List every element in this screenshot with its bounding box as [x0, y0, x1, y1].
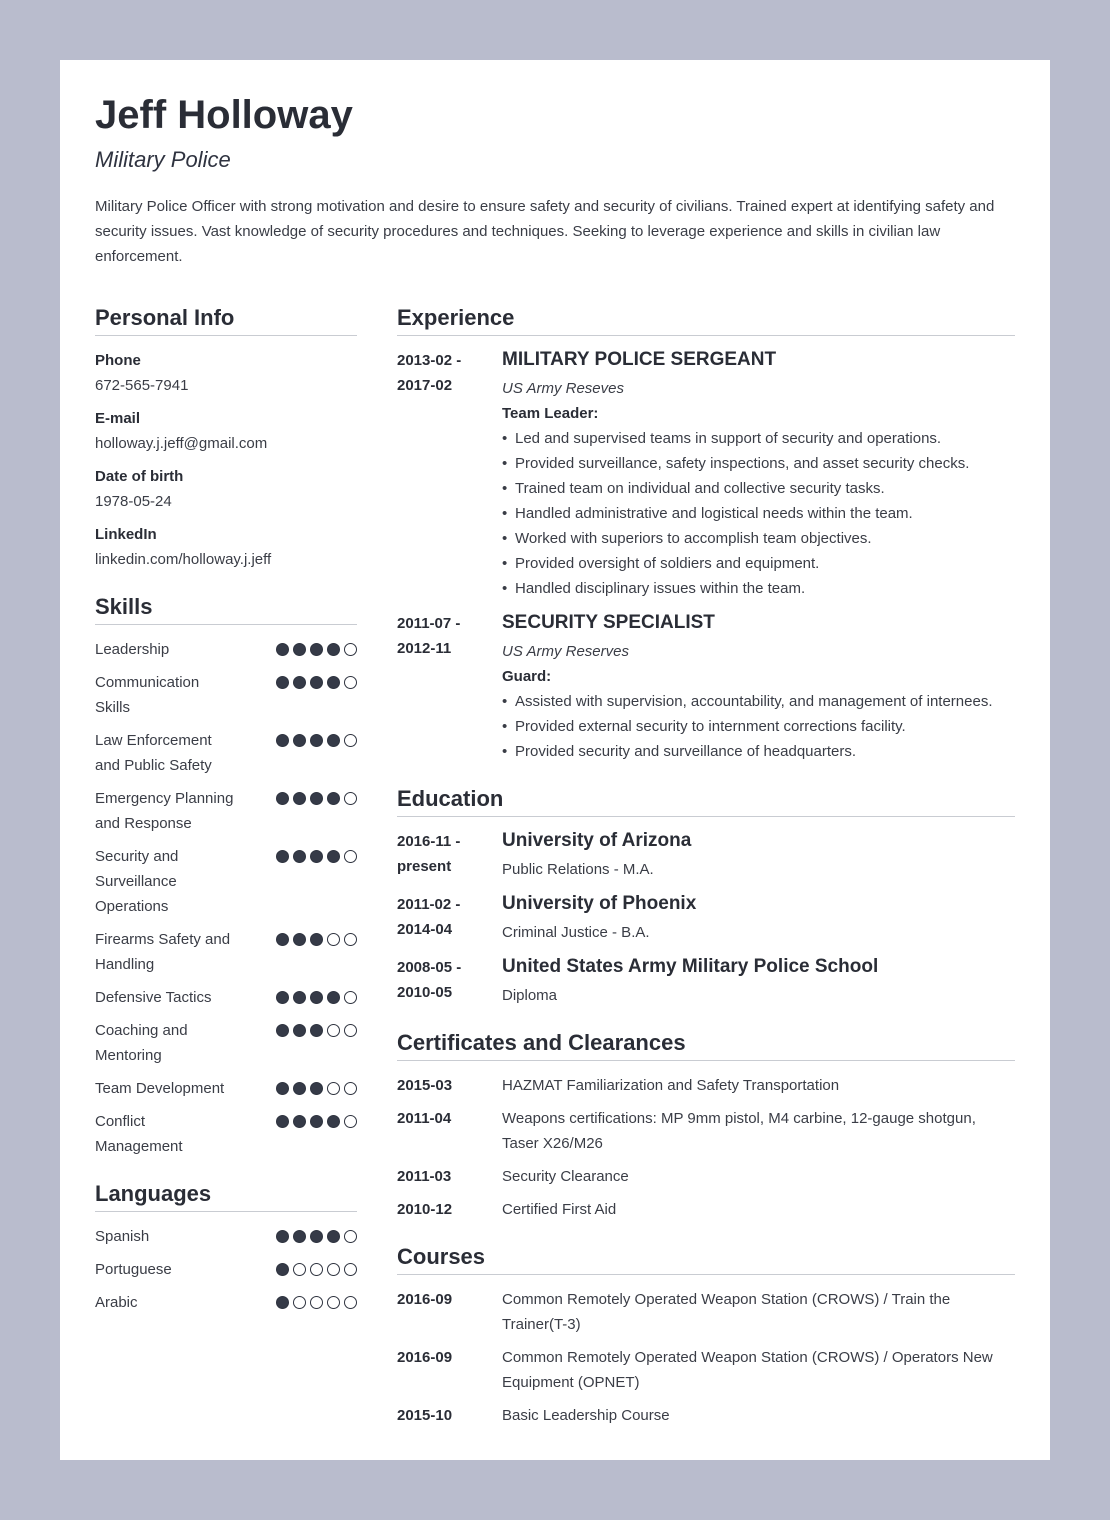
candidate-name: Jeff Holloway: [95, 93, 353, 137]
info-value: holloway.j.jeff@gmail.com: [95, 435, 268, 452]
rating-dot-empty: [293, 1296, 306, 1309]
experience-entry: [397, 348, 1015, 601]
date-end: present: [397, 858, 452, 875]
degree: Public Relations - M.A.: [502, 861, 654, 878]
education-body: [502, 955, 1015, 1008]
course-row: [397, 1345, 1015, 1395]
rating-dots: [276, 1224, 357, 1243]
skill-name: Leadership: [95, 641, 170, 658]
info-value: 672-565-7941: [95, 377, 189, 394]
skill-row: [95, 1018, 357, 1068]
duty-item: • Provided oversight of soldiers and equipment.: [502, 551, 1015, 576]
degree: Criminal Justice - B.A.: [502, 924, 650, 941]
education-entry: [397, 955, 1015, 1008]
skill-name: Conflict Management: [95, 1113, 183, 1155]
skill-name: Emergency Planning and Response: [95, 790, 234, 832]
certificate-row-text: Weapons certifications: MP 9mm pistol, M4 carbine, 12-gauge shotgun, Taser X26/M26: [502, 1110, 976, 1152]
experience-body: [502, 611, 1015, 764]
course-row: [397, 1287, 1015, 1337]
rating-dot-filled: [293, 792, 306, 805]
rating-dot-filled: [327, 991, 340, 1004]
certificate-row-date: 2010-12: [397, 1201, 453, 1218]
rating-dot-filled: [327, 643, 340, 656]
skill-row: [95, 786, 357, 836]
rating-dot-filled: [276, 1024, 289, 1037]
rating-dot-filled: [293, 933, 306, 946]
course-row-text: Basic Leadership Course: [502, 1407, 670, 1424]
rating-dot-filled: [310, 676, 323, 689]
info-value: 1978-05-24: [95, 493, 172, 510]
duty-item: • Provided security and surveillance of headquarters.: [502, 739, 1015, 764]
certificates-heading: Certificates and Clearances: [397, 1028, 1015, 1061]
skill-name: Firearms Safety and Handling: [95, 931, 231, 973]
skill-row: [95, 637, 357, 662]
rating-dots: [276, 670, 357, 689]
rating-dot-filled: [327, 734, 340, 747]
skill-row: [95, 985, 357, 1010]
certificates-list: [397, 1073, 1015, 1222]
skill-row: [95, 670, 357, 720]
rating-dot-filled: [276, 1230, 289, 1243]
rating-dot-empty: [344, 1115, 357, 1128]
experience-list: [397, 348, 1015, 764]
rating-dots: [276, 1076, 357, 1095]
course-row-date: 2015-10: [397, 1407, 453, 1424]
rating-dot-filled: [310, 1115, 323, 1128]
language-name: Spanish: [95, 1228, 150, 1245]
position-title: MILITARY POLICE SERGEANT: [502, 349, 777, 370]
language-name: Arabic: [95, 1294, 138, 1311]
course-row-text: Common Remotely Operated Weapon Station (CROWS) / Train the Trainer(T-3): [502, 1291, 951, 1333]
rating-dots: [276, 786, 357, 805]
degree: Diploma: [502, 987, 558, 1004]
rating-dot-filled: [293, 1024, 306, 1037]
role-label: Team Leader:: [502, 405, 599, 422]
duty-item: • Trained team on individual and collective security tasks.: [502, 476, 1015, 501]
rating-dot-filled: [310, 734, 323, 747]
rating-dots: [276, 1290, 357, 1309]
duty-item: • Led and supervised teams in support of security and operations.: [502, 426, 1015, 451]
rating-dot-filled: [327, 676, 340, 689]
duty-item: • Handled disciplinary issues within the team.: [502, 576, 1015, 601]
course-row-date: 2016-09: [397, 1349, 453, 1366]
rating-dot-filled: [293, 850, 306, 863]
date-end: 2017-02: [397, 377, 453, 394]
language-name: Portuguese: [95, 1261, 172, 1278]
rating-dots: [276, 637, 357, 656]
info-label: Phone: [95, 352, 141, 369]
rating-dot-empty: [344, 734, 357, 747]
language-row: [95, 1257, 357, 1282]
skill-row: [95, 728, 357, 778]
certificate-row-text: HAZMAT Familiarization and Safety Transportation: [502, 1077, 840, 1094]
skill-row: [95, 1076, 357, 1101]
job-title: Military Police: [95, 147, 231, 172]
rating-dot-empty: [344, 676, 357, 689]
education-dates: [397, 829, 502, 882]
rating-dot-empty: [310, 1296, 323, 1309]
date-end: 2014-04: [397, 921, 453, 938]
employer: US Army Reseves: [502, 380, 624, 397]
rating-dots: [276, 927, 357, 946]
personal-info-list: [95, 348, 357, 572]
certificate-row-date: 2011-03: [397, 1168, 452, 1185]
rating-dot-empty: [344, 991, 357, 1004]
skill-name: Law Enforcement and Public Safety: [95, 732, 212, 774]
education-list: [397, 829, 1015, 1008]
rating-dot-filled: [293, 734, 306, 747]
experience-body: [502, 348, 1015, 601]
education-body: [502, 892, 1015, 945]
course-row-date: 2016-09: [397, 1291, 453, 1308]
skills-heading: Skills: [95, 592, 357, 625]
rating-dot-filled: [276, 1115, 289, 1128]
date-end: 2010-05: [397, 984, 453, 1001]
employer: US Army Reserves: [502, 643, 629, 660]
rating-dots: [276, 728, 357, 747]
experience-entry: [397, 611, 1015, 764]
skill-row: [95, 844, 357, 919]
skill-name: Security and Surveillance Operations: [95, 848, 179, 915]
rating-dot-filled: [293, 643, 306, 656]
rating-dot-filled: [310, 933, 323, 946]
school-name: University of Arizona: [502, 830, 692, 851]
skill-name: Coaching and Mentoring: [95, 1022, 188, 1064]
skill-name: Defensive Tactics: [95, 989, 212, 1006]
rating-dot-filled: [276, 1263, 289, 1276]
rating-dot-empty: [327, 1296, 340, 1309]
left-column: [95, 303, 357, 1323]
rating-dot-filled: [293, 1082, 306, 1095]
certificate-row: [397, 1164, 1015, 1189]
rating-dot-filled: [276, 643, 289, 656]
rating-dot-empty: [344, 1263, 357, 1276]
rating-dot-filled: [310, 850, 323, 863]
certificate-row-date: 2015-03: [397, 1077, 453, 1094]
rating-dots: [276, 1018, 357, 1037]
resume-page: [60, 60, 1050, 1460]
rating-dot-filled: [310, 991, 323, 1004]
rating-dot-empty: [293, 1263, 306, 1276]
rating-dot-empty: [327, 933, 340, 946]
rating-dot-filled: [327, 850, 340, 863]
date-start: 2011-07 -: [397, 615, 461, 632]
rating-dot-filled: [293, 1230, 306, 1243]
rating-dot-filled: [276, 1296, 289, 1309]
school-name: University of Phoenix: [502, 893, 697, 914]
role-label: Guard:: [502, 668, 552, 685]
education-dates: [397, 892, 502, 945]
duty-item: • Worked with superiors to accomplish team objectives.: [502, 526, 1015, 551]
rating-dot-empty: [327, 1263, 340, 1276]
rating-dot-empty: [310, 1263, 323, 1276]
rating-dot-empty: [344, 1296, 357, 1309]
education-entry: [397, 892, 1015, 945]
course-row-text: Common Remotely Operated Weapon Station (CROWS) / Operators New Equipment (OPNET): [502, 1349, 993, 1391]
info-label: Date of birth: [95, 468, 184, 485]
experience-dates: [397, 611, 502, 764]
rating-dot-filled: [293, 1115, 306, 1128]
rating-dots: [276, 1257, 357, 1276]
school-name: United States Army Military Police School: [502, 956, 879, 977]
rating-dot-empty: [327, 1024, 340, 1037]
position-title: SECURITY SPECIALIST: [502, 612, 715, 633]
certificate-row-text: Security Clearance: [502, 1168, 629, 1185]
rating-dot-filled: [276, 792, 289, 805]
date-start: 2008-05 -: [397, 959, 462, 976]
courses-heading: Courses: [397, 1242, 1015, 1275]
right-column: [397, 303, 1015, 1436]
language-row: [95, 1224, 357, 1249]
rating-dot-filled: [276, 676, 289, 689]
date-start: 2016-11 -: [397, 833, 461, 850]
skill-name: Communication Skills: [95, 674, 200, 716]
education-entry: [397, 829, 1015, 882]
course-row: [397, 1403, 1015, 1428]
rating-dot-filled: [276, 1082, 289, 1095]
rating-dot-filled: [293, 991, 306, 1004]
certificate-row-date: 2011-04: [397, 1110, 452, 1127]
rating-dot-filled: [276, 933, 289, 946]
experience-dates: [397, 348, 502, 601]
skill-row: [95, 1109, 357, 1159]
certificate-row-text: Certified First Aid: [502, 1201, 617, 1218]
rating-dot-empty: [344, 850, 357, 863]
rating-dot-filled: [327, 1230, 340, 1243]
rating-dot-filled: [310, 1024, 323, 1037]
date-start: 2011-02 -: [397, 896, 461, 913]
rating-dot-filled: [310, 1230, 323, 1243]
certificate-row: [397, 1073, 1015, 1098]
rating-dots: [276, 985, 357, 1004]
duty-item: • Provided surveillance, safety inspections, and asset security checks.: [502, 451, 1015, 476]
info-value: linkedin.com/holloway.j.jeff: [95, 551, 272, 568]
rating-dots: [276, 1109, 357, 1128]
date-end: 2012-11: [397, 640, 452, 657]
skill-name: Team Development: [95, 1080, 225, 1097]
education-heading: Education: [397, 784, 1015, 817]
duty-item: • Provided external security to internment corrections facility.: [502, 714, 1015, 739]
rating-dot-empty: [344, 792, 357, 805]
duties-list: [502, 689, 1015, 764]
experience-heading: Experience: [397, 303, 1015, 336]
duties-list: [502, 426, 1015, 601]
rating-dot-filled: [293, 676, 306, 689]
rating-dot-filled: [310, 643, 323, 656]
rating-dot-empty: [344, 1024, 357, 1037]
rating-dot-empty: [344, 933, 357, 946]
rating-dot-empty: [344, 1230, 357, 1243]
rating-dot-filled: [310, 1082, 323, 1095]
date-start: 2013-02 -: [397, 352, 462, 369]
skills-list: [95, 637, 357, 1159]
rating-dot-filled: [310, 792, 323, 805]
rating-dots: [276, 844, 357, 863]
duty-item: • Handled administrative and logistical needs within the team.: [502, 501, 1015, 526]
language-row: [95, 1290, 357, 1315]
rating-dot-empty: [344, 643, 357, 656]
info-label: E-mail: [95, 410, 141, 427]
rating-dot-filled: [276, 850, 289, 863]
duty-item: • Assisted with supervision, accountability, and management of internees.: [502, 689, 1015, 714]
rating-dot-filled: [327, 1115, 340, 1128]
languages-heading: Languages: [95, 1179, 357, 1212]
info-label: LinkedIn: [95, 526, 157, 543]
skill-row: [95, 927, 357, 977]
courses-list: [397, 1287, 1015, 1428]
education-dates: [397, 955, 502, 1008]
rating-dot-filled: [276, 734, 289, 747]
education-body: [502, 829, 1015, 882]
summary: Military Police Officer with strong motivation and desire to ensure safety and security of civilians. Trained expert at identifying safety and security issues. Vast knowledge of security procedures and techniques. Seeking to leverage experience and skills in civilian law enforcement.: [95, 198, 995, 265]
rating-dot-filled: [327, 792, 340, 805]
languages-list: [95, 1224, 357, 1315]
rating-dot-empty: [344, 1082, 357, 1095]
rating-dot-empty: [327, 1082, 340, 1095]
personal-info-heading: Personal Info: [95, 303, 357, 336]
rating-dot-filled: [276, 991, 289, 1004]
certificate-row: [397, 1197, 1015, 1222]
certificate-row: [397, 1106, 1015, 1156]
